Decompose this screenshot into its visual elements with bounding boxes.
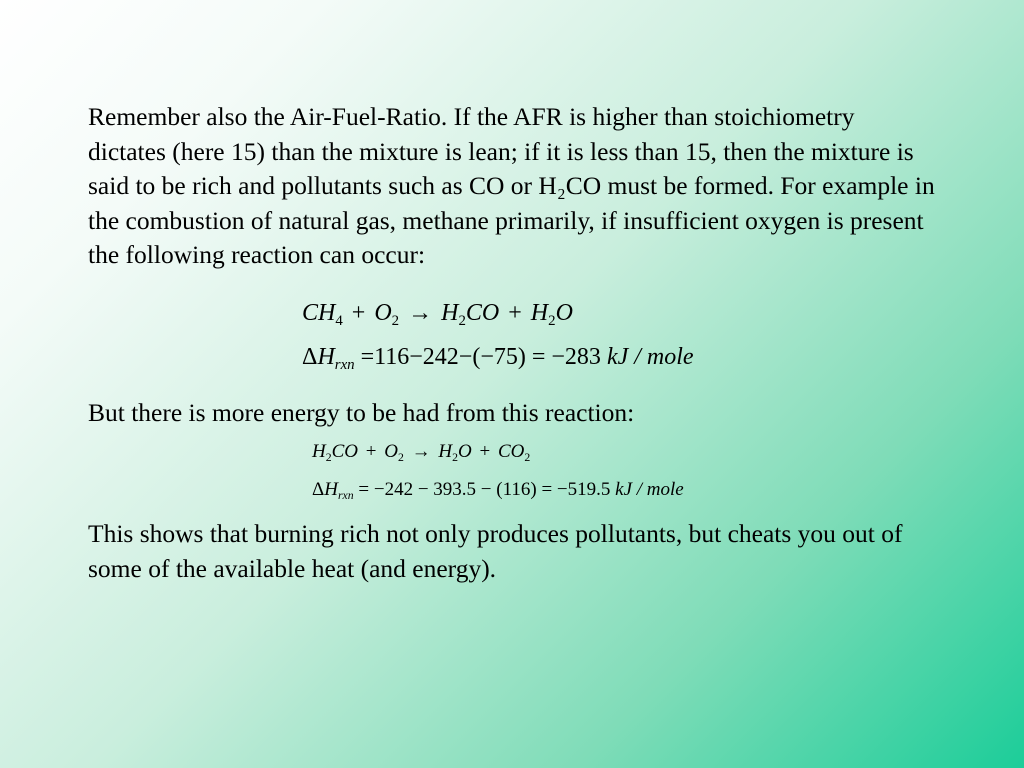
eq3-subscript: 2 bbox=[524, 451, 531, 465]
equation-enthalpy-2 bbox=[312, 479, 684, 501]
eq1-term: H bbox=[441, 300, 459, 326]
eq4-subscript-rxn: rxn bbox=[337, 489, 354, 503]
eq1-term: O bbox=[374, 300, 392, 326]
eq2-units: kJ / mole bbox=[606, 344, 694, 370]
eq1-operator: + bbox=[351, 300, 366, 326]
eq1-subscript: 2 bbox=[391, 313, 400, 330]
eq1-term: CO bbox=[465, 300, 500, 326]
paragraph-conclusion: This shows that burning rich not only produces pollutants, but cheats you out of some of the available heat (and energy). bbox=[88, 519, 903, 583]
eq3-subscript: 2 bbox=[397, 451, 404, 465]
eq3-term: CO bbox=[331, 441, 359, 462]
eq2-delta: Δ bbox=[302, 344, 318, 370]
eq1-arrow: → bbox=[408, 300, 433, 326]
eq3-arrow: → bbox=[411, 441, 431, 462]
eq4-rhs: = −242 − 393.5 − (116) = −519.5 bbox=[358, 479, 611, 500]
eq3-term: CO bbox=[497, 441, 525, 462]
eq3-operator: + bbox=[479, 441, 491, 462]
eq1-subscript: 4 bbox=[335, 313, 343, 330]
equation-formaldehyde-combustion bbox=[312, 441, 530, 463]
eq2-subscript-rxn: rxn bbox=[334, 357, 355, 374]
eq3-term: O bbox=[384, 441, 398, 462]
eq3-subscript: 2 bbox=[325, 451, 332, 465]
eq1-term: CH bbox=[302, 300, 336, 326]
eq1-term: O bbox=[555, 300, 573, 326]
equation-methane-partial-combustion bbox=[302, 300, 573, 330]
eq1-operator: + bbox=[508, 300, 522, 326]
eq4-h: H bbox=[324, 479, 338, 500]
eq3-term: H bbox=[438, 441, 453, 462]
eq1-subscript: 2 bbox=[458, 313, 466, 330]
eq3-term: O bbox=[458, 441, 472, 462]
eq4-delta: Δ bbox=[312, 479, 325, 500]
paragraph-more-energy: But there is more energy to be had from this reaction: bbox=[88, 398, 635, 427]
equation-enthalpy-1 bbox=[302, 344, 694, 374]
eq1-subscript: 2 bbox=[548, 313, 556, 330]
paragraph-air-fuel-ratio: Remember also the Air-Fuel-Ratio. If the AFR is higher than stoichiometry dictates (here 15) than the mixture is lean; if it is less than 15, then the mixture is said to be rich and pollutants such as CO or H₂CO must be formed. For example in the combustion of natural gas, methane primarily, if insufficient oxygen is present the following reaction can occur: bbox=[88, 102, 935, 269]
eq3-operator: + bbox=[365, 441, 377, 462]
eq3-subscript: 2 bbox=[452, 451, 458, 465]
eq2-rhs: =116−242−(−75) = −283 bbox=[360, 344, 601, 370]
eq2-h: H bbox=[317, 344, 335, 370]
eq4-units: kJ / mole bbox=[615, 479, 684, 500]
eq3-term: H bbox=[312, 441, 326, 462]
eq1-term: H bbox=[530, 300, 549, 326]
